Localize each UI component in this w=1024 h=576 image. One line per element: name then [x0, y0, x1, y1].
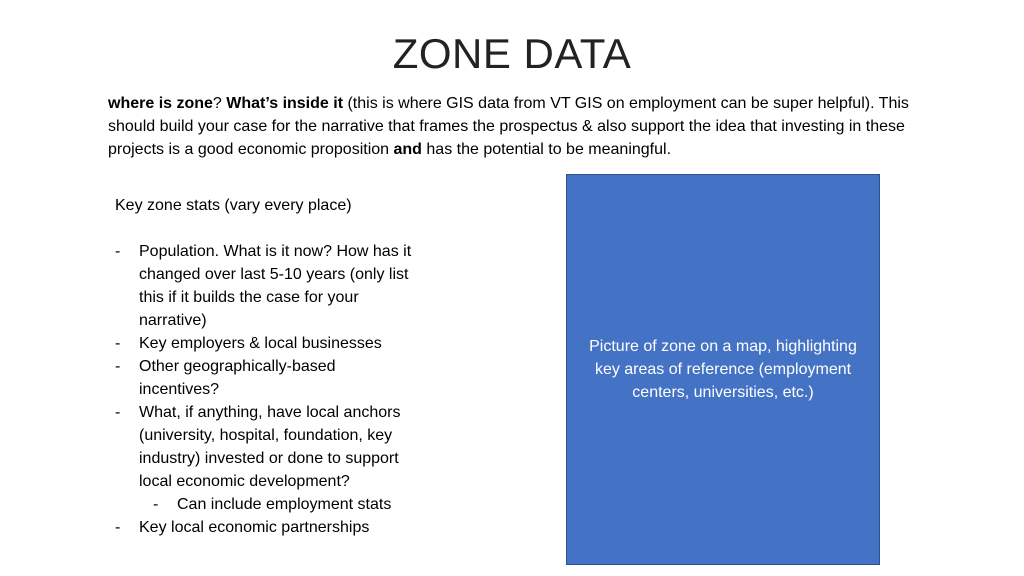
- key-stats-section: [115, 194, 415, 539]
- slide-title: ZONE DATA: [392, 30, 632, 77]
- intro-inside-bold: What’s inside it: [226, 95, 344, 112]
- list-item: [115, 355, 415, 401]
- intro-where-bold: where is zone: [108, 95, 213, 112]
- list-item: [115, 240, 415, 332]
- sub-list-item-text: Can include employment stats: [177, 496, 392, 513]
- list-item: [115, 401, 415, 516]
- list-item-text: Key employers & local businesses: [139, 335, 382, 352]
- intro-text-2: has the potential to be meaningful.: [421, 141, 672, 158]
- list-item: [115, 332, 415, 355]
- list-item-text: Other geographically-based incentives?: [139, 358, 336, 398]
- intro-text-1: (this is where GIS data from VT GIS on employment can be super helpful). This should build your case for the narrative that frames the prospectus & also support the idea that investing in these projects is a good economic proposition: [108, 95, 909, 158]
- sub-list: [139, 493, 415, 516]
- intro-and-bold: and: [393, 141, 422, 158]
- list-item-text: Population. What is it now? How has it changed over last 5-10 years (only list this if it builds the case for your narrative): [139, 243, 412, 329]
- sub-list-item: [153, 493, 415, 516]
- list-item-text: Key local economic partnerships: [139, 519, 370, 536]
- map-placeholder-text: Picture of zone on a map, highlighting key areas of reference (employment centers, universities, etc.): [589, 338, 857, 401]
- intro-question-mark: ?: [212, 95, 227, 112]
- list-item-text: What, if anything, have local anchors (university, hospital, foundation, key industry) invested or done to support local economic development?: [139, 404, 401, 490]
- list-item: [115, 516, 415, 539]
- key-stats-heading: Key zone stats (vary every place): [115, 197, 352, 214]
- key-stats-list: [115, 240, 415, 539]
- intro-paragraph: [108, 92, 948, 161]
- map-placeholder-box: [566, 174, 880, 565]
